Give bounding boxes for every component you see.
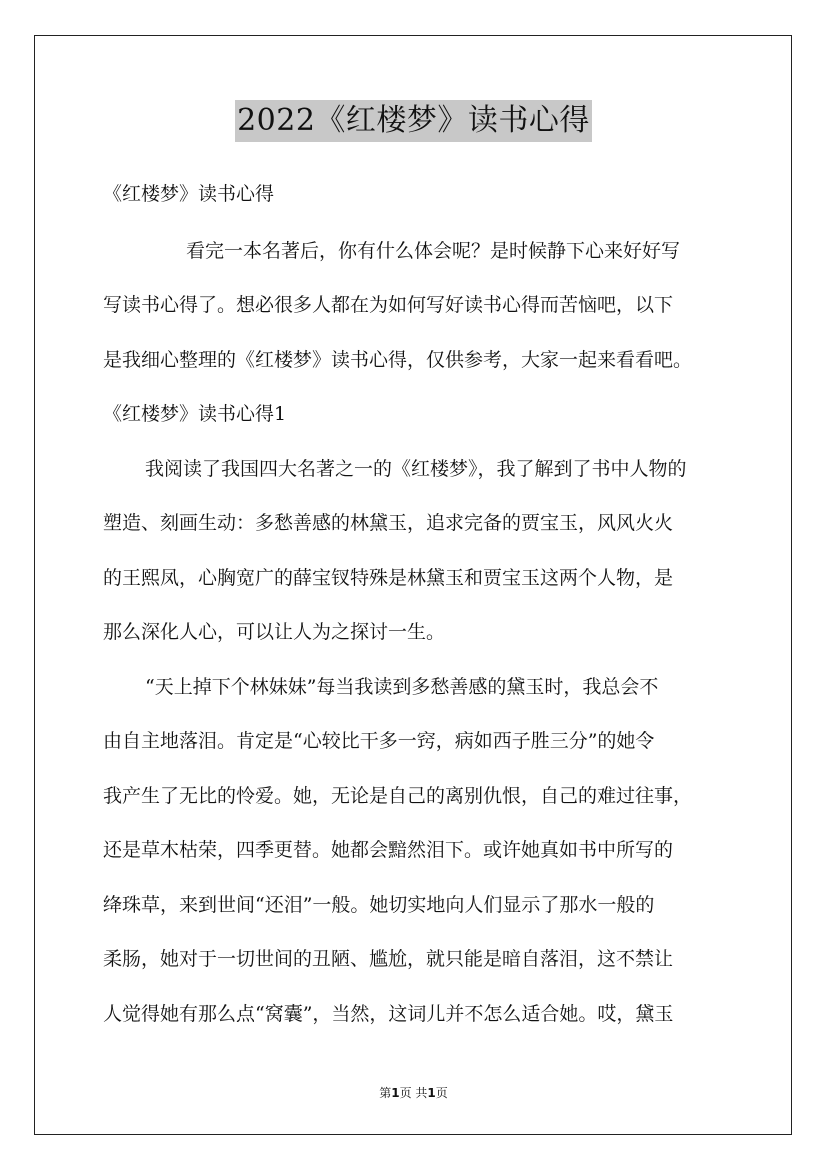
section-heading: 《红楼梦》读书心得	[103, 183, 275, 205]
document-title: 2022《红楼梦》读书心得	[235, 100, 592, 142]
paragraph-line: 柔肠，她对于一切世间的丑陋、尴尬，就只能是暗自落泪，这不禁让	[103, 948, 674, 970]
paragraph-line: 由自主地落泪。肯定是“心较比干多一窍，病如西子胜三分”的她令	[103, 730, 655, 752]
paragraph-line: 还是草木枯荣，四季更替。她都会黯然泪下。或许她真如书中所写的	[103, 839, 674, 861]
paragraph-line: 看完一本名著后，你有什么体会呢？是时候静下心来好好写	[186, 240, 681, 262]
page-footer	[0, 1086, 827, 1100]
page-number: 1	[391, 1086, 400, 1100]
paragraph-line: 我产生了无比的怜爱。她，无论是自己的离别仇恨，自己的难过往事，	[103, 785, 693, 807]
paragraph-line: 那么深化人心，可以让人为之探讨一生。	[103, 621, 446, 643]
paragraph-line: 写读书心得了。想必很多人都在为如何写好读书心得而苦恼吧，以下	[103, 294, 674, 316]
paragraph-line: 的王熙凤，心胸宽广的薛宝钗特殊是林黛玉和贾宝玉这两个人物，是	[103, 567, 674, 589]
paragraph-line: 我阅读了我国四大名著之一的《红楼梦》，我了解到了书中人物的	[145, 458, 687, 480]
page-prefix: 第	[379, 1086, 392, 1100]
section-heading: 《红楼梦》读书心得1	[103, 403, 287, 425]
page-total: 1	[427, 1086, 436, 1100]
paragraph-line: “天上掉下个林妹妹”每当我读到多愁善感的黛玉时，我总会不	[145, 676, 659, 698]
title-container	[0, 100, 827, 142]
paragraph-line: 塑造、刻画生动：多愁善感的林黛玉，追求完备的贾宝玉，风风火火	[103, 512, 674, 534]
paragraph-line: 是我细心整理的《红楼梦》读书心得，仅供参考，大家一起来看看吧。	[103, 349, 693, 371]
page-suffix: 页	[435, 1086, 448, 1100]
paragraph-line: 人觉得她有那么点“窝囊”，当然，这词儿并不怎么适合她。哎，黛玉	[103, 1003, 674, 1025]
paragraph-line: 绛珠草，来到世间“还泪”一般。她切实地向人们显示了那水一般的	[103, 894, 655, 916]
page-mid: 页 共	[399, 1086, 428, 1100]
